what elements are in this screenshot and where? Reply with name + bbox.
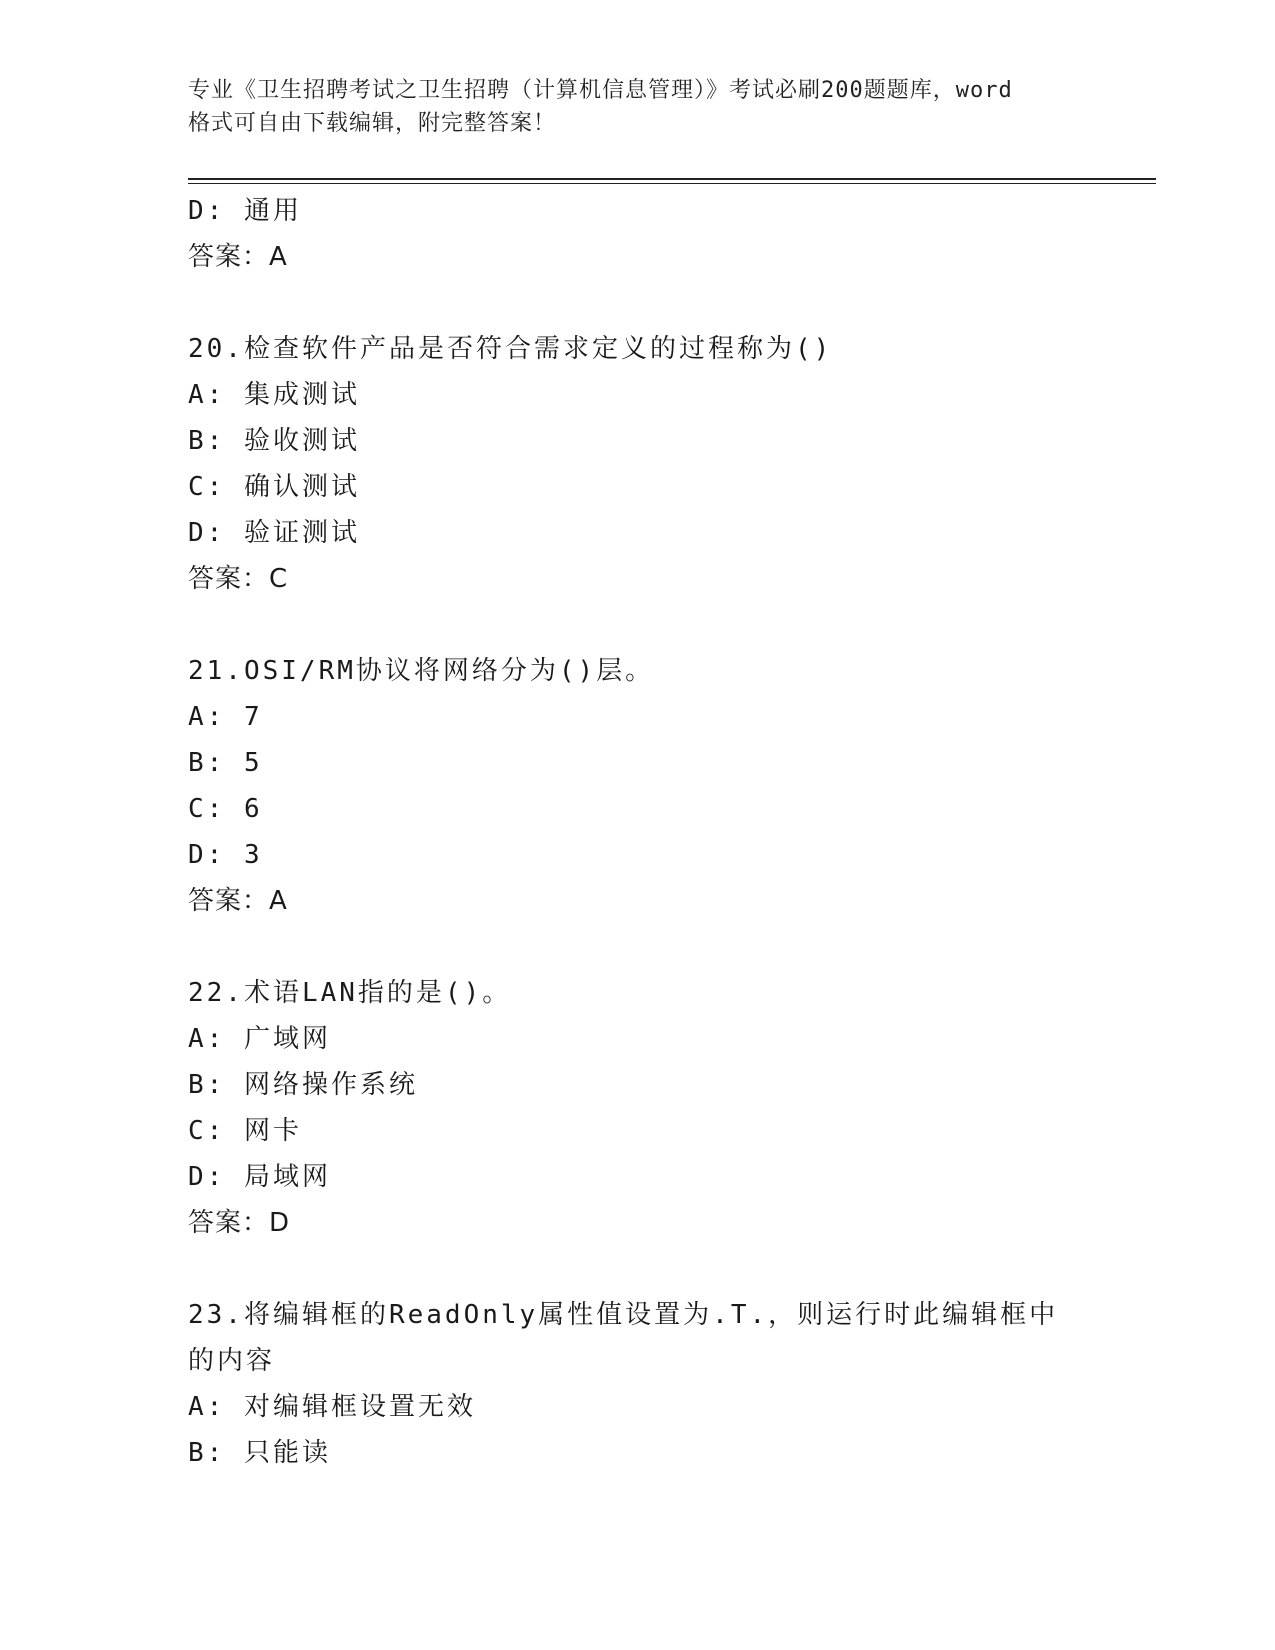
spacer [188, 924, 1088, 970]
option-d: D: 局域网 [188, 1162, 331, 1192]
answer-line: 答案：A [188, 242, 288, 272]
header-divider-thick [188, 178, 1156, 180]
option-a: A: 7 [188, 702, 263, 732]
question-21 [188, 648, 1088, 924]
question-20 [188, 326, 1088, 602]
option-b: B: 5 [188, 748, 263, 778]
question-stem: 23.将编辑框的ReadOnly属性值设置为.T.，则运行时此编辑框中的内容 [188, 1300, 1059, 1376]
option-c: C: 6 [188, 794, 263, 824]
option-a: A: 集成测试 [188, 380, 360, 410]
header-line-2: 格式可自由下载编辑，附完整答案！ [188, 111, 557, 136]
option-d: D: 3 [188, 840, 263, 870]
option-a: A: 对编辑框设置无效 [188, 1392, 476, 1422]
answer-line: 答案：C [188, 564, 289, 594]
header-line-1: 专业《卫生招聘考试之卫生招聘（计算机信息管理）》考试必刷200题题库，word [188, 78, 1013, 103]
header-divider-thin [188, 183, 1156, 184]
option-c: C: 网卡 [188, 1116, 302, 1146]
spacer [188, 602, 1088, 648]
option-c: C: 确认测试 [188, 472, 360, 502]
question-23 [188, 1292, 1088, 1476]
answer-line: 答案：D [188, 1208, 291, 1238]
question-22 [188, 970, 1088, 1246]
question-stem: 22.术语LAN指的是()。 [188, 978, 512, 1008]
option-b: B: 只能读 [188, 1438, 331, 1468]
question-stem: 21.OSI/RM协议将网络分为()层。 [188, 656, 655, 686]
option-b: B: 验收测试 [188, 426, 360, 456]
answer-line: 答案：A [188, 886, 288, 916]
spacer [188, 280, 1088, 326]
option-d: D: 通用 [188, 196, 302, 226]
spacer [188, 1246, 1088, 1292]
option-b: B: 网络操作系统 [188, 1070, 418, 1100]
page-header [188, 74, 1088, 140]
previous-question-tail [188, 188, 1088, 280]
question-stem: 20.检查软件产品是否符合需求定义的过程称为() [188, 334, 833, 364]
option-a: A: 广域网 [188, 1024, 331, 1054]
option-d: D: 验证测试 [188, 518, 360, 548]
question-content [188, 188, 1088, 1476]
